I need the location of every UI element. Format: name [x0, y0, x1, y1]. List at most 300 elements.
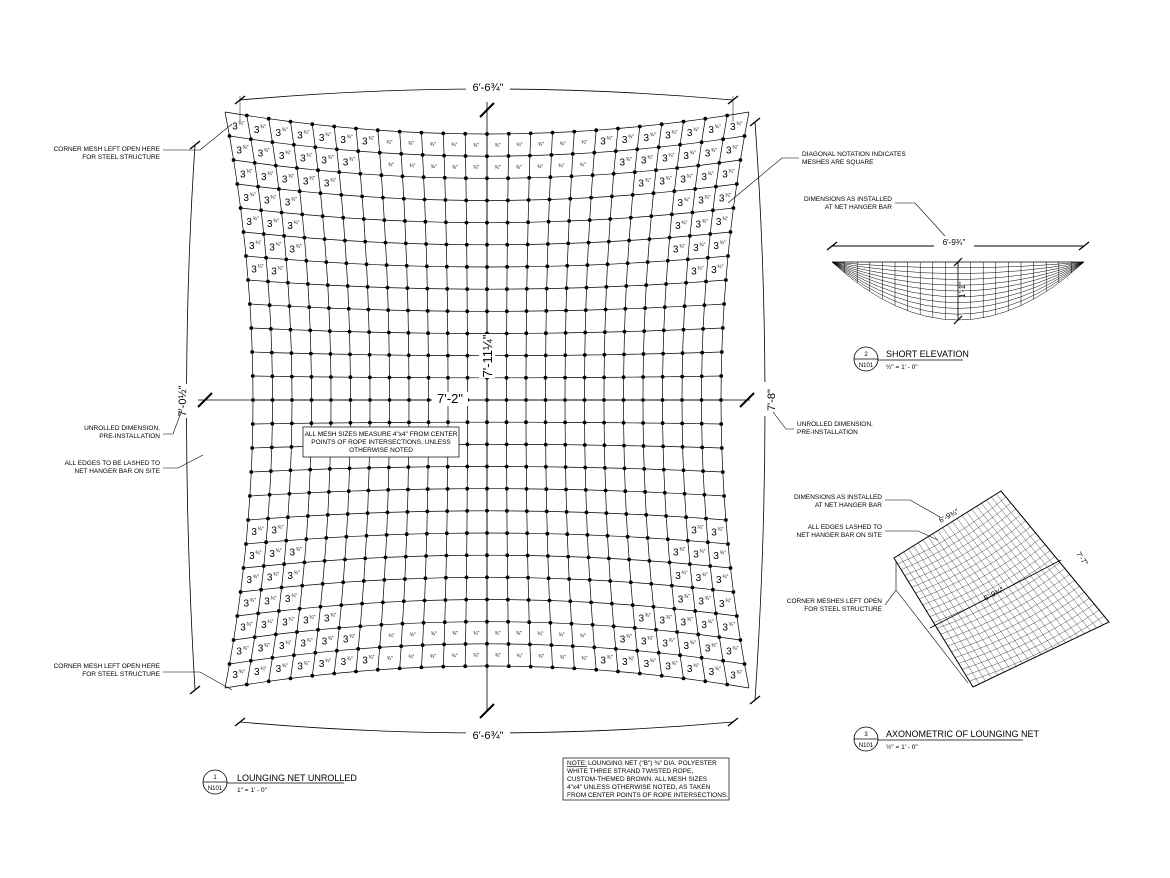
mesh-size-fraction: ¾"	[288, 173, 295, 180]
rope-knot	[627, 239, 631, 243]
mesh-size-fraction: ¾"	[285, 150, 292, 157]
mesh-size-fraction: ¾"	[668, 153, 675, 160]
rope-knot	[643, 306, 647, 310]
mesh-size-label-small: ¾"	[559, 654, 566, 661]
axon-dim-c: 7'-7"	[1074, 549, 1091, 568]
rope-knot	[368, 421, 372, 425]
rope-knot	[506, 221, 510, 225]
rope-knot	[245, 114, 249, 118]
rope-knot	[635, 147, 639, 151]
edges-lashed-line-2: NET HANGER BAR ON SITE	[796, 532, 882, 539]
rope-knot	[505, 332, 509, 336]
rope-knot	[568, 197, 572, 201]
mesh-size-label: 3	[698, 195, 704, 207]
rope-knot	[358, 624, 362, 628]
rope-knot	[719, 374, 723, 378]
mesh-size-fraction: ¾"	[644, 613, 651, 619]
rope-knot	[324, 260, 328, 264]
rope-knot	[652, 605, 656, 609]
rope-knot	[717, 635, 721, 639]
rope-knot	[304, 537, 308, 541]
dims-installed-2-leader	[885, 500, 940, 517]
rope-knot	[270, 422, 274, 426]
rope-knot	[300, 213, 304, 217]
rope-knot	[701, 327, 705, 331]
mesh-size-fraction: ¾"	[625, 157, 632, 164]
rope-knot	[308, 468, 312, 472]
rope-knot	[290, 375, 294, 379]
mesh-size-fraction: ¾"	[686, 617, 693, 624]
mesh-size-fraction: ¾"	[285, 640, 292, 647]
mesh-size-label-small: ¾"	[558, 632, 565, 639]
mesh-size-label: 3	[621, 134, 628, 146]
mesh-size-fraction: ¾"	[665, 614, 672, 621]
rope-knot	[327, 306, 331, 310]
rope-knot	[614, 647, 618, 651]
rope-knot	[565, 264, 569, 268]
rope-knot	[724, 518, 728, 522]
rope-knot	[622, 353, 626, 357]
rope-knot	[445, 287, 449, 291]
general-note-line-3: CUSTOM-THEMED BROWN. ALL MESH SIZES	[567, 776, 708, 783]
mesh-size-label: 3	[269, 242, 275, 254]
mesh-size-label: 3	[695, 219, 702, 231]
rope-knot	[607, 240, 611, 244]
rope-knot	[384, 241, 388, 245]
mesh-size-label: 3	[282, 617, 288, 629]
mesh-size-label: 3	[726, 646, 732, 658]
mesh-size-fraction: ¾"	[349, 157, 355, 163]
mesh-size-label: 3	[302, 176, 309, 188]
rope-knot	[670, 584, 674, 588]
rope-knot	[588, 578, 592, 582]
rope-knot	[380, 173, 384, 177]
rope-knot	[680, 422, 684, 426]
rope-knot	[666, 537, 670, 541]
rope-knot	[399, 152, 403, 156]
mesh-size-label: 3	[266, 572, 273, 584]
mesh-size-label: 3	[281, 174, 288, 186]
mesh-size-label: 3	[673, 547, 679, 559]
rope-knot	[607, 557, 611, 561]
mesh-size-label: 3	[232, 670, 238, 682]
rope-knot	[725, 683, 729, 687]
rope-knot	[399, 644, 403, 648]
rope-knot	[464, 154, 468, 158]
mesh-size-fraction: ¾"	[689, 150, 696, 157]
rope-knot	[463, 664, 467, 668]
rope-knot	[290, 422, 294, 426]
rope-knot	[524, 354, 528, 358]
rope-knot	[649, 582, 653, 586]
mesh-size-fraction: ¾"	[701, 572, 708, 579]
rope-knot	[298, 607, 302, 611]
rope-knot	[270, 351, 274, 355]
mesh-size-label: 3	[297, 130, 303, 142]
elevation-title: SHORT ELEVATION	[886, 349, 969, 359]
mesh-size-label: 3	[716, 575, 722, 586]
mesh-size-label-small: ¾"	[452, 631, 459, 638]
rope-knot	[341, 216, 345, 220]
rope-knot	[274, 164, 278, 168]
mesh-size-label: 3	[340, 134, 346, 146]
rope-knot	[465, 509, 469, 513]
rope-knot	[662, 468, 666, 472]
rope-knot	[682, 120, 686, 124]
dims-installed-1-line-1: DIMENSIONS AS INSTALLED	[803, 196, 892, 203]
rope-knot	[341, 580, 345, 584]
rope-knot	[298, 189, 302, 193]
mesh-size-label: 3	[683, 640, 690, 652]
rope-knot	[605, 511, 609, 515]
mesh-size-label: 3	[622, 657, 628, 669]
rope-knot	[292, 653, 296, 657]
rope-knot	[466, 376, 470, 380]
rope-knot	[649, 214, 653, 218]
mesh-size-fraction: ¾"	[291, 593, 298, 600]
rope-knot	[332, 125, 336, 129]
rope-knot	[721, 137, 725, 141]
rope-knot	[525, 531, 529, 535]
mesh-size-fraction: ¾"	[263, 147, 270, 154]
rope-knot	[642, 329, 646, 333]
rope-knot	[239, 206, 243, 210]
mesh-size-label-small: ¾"	[494, 653, 501, 659]
rope-knot	[641, 421, 645, 425]
rope-knot	[421, 153, 425, 157]
rope-knot	[729, 230, 733, 234]
rope-knot	[592, 151, 596, 155]
rope-knot	[583, 353, 587, 357]
rope-knot	[264, 540, 268, 544]
edges-left-leader	[163, 455, 203, 468]
rope-knot	[722, 494, 726, 498]
rope-knot	[505, 420, 509, 424]
rope-knot	[228, 134, 232, 138]
rope-knot	[422, 175, 426, 179]
mesh-size-fraction: ¾"	[725, 192, 732, 199]
rope-knot	[323, 237, 327, 241]
dim-top-text: 6'-6¾"	[472, 82, 504, 94]
mesh-size-note-line-2: POINTS OF ROPE INTERSECTIONS, UNLESS	[311, 439, 451, 446]
rope-knot	[544, 465, 548, 469]
elevation-tag-sheet: N101	[858, 363, 874, 369]
rope-knot	[228, 662, 232, 666]
mesh-size-label-small: ¾"	[516, 142, 523, 149]
rope-knot	[603, 466, 607, 470]
mesh-size-label-small: ¾"	[408, 141, 415, 148]
rope-knot	[446, 487, 450, 491]
rope-knot	[386, 308, 390, 312]
rope-knot	[544, 487, 548, 491]
rope-knot	[743, 662, 747, 666]
rope-knot	[290, 351, 294, 355]
mesh-size-label-small: ¾"	[581, 140, 588, 147]
rope-knot	[608, 217, 612, 221]
rope-knot	[327, 490, 331, 494]
rope-knot	[335, 147, 339, 151]
mesh-size-label-small: ¾"	[473, 653, 480, 659]
rope-knot	[729, 566, 733, 570]
rope-knot	[571, 644, 575, 648]
rope-knot	[708, 232, 712, 236]
mesh-size-label-small: ¾"	[515, 164, 522, 171]
mesh-size-fraction: ¾"	[693, 663, 700, 670]
axon-dim-b: 6'-9¾"	[982, 584, 1006, 603]
rope-knot	[404, 555, 408, 559]
rope-knot	[401, 622, 405, 626]
mesh-size-label: 3	[619, 634, 626, 646]
rope-knot	[360, 602, 364, 606]
rope-knot	[612, 172, 616, 176]
rope-knot	[424, 554, 428, 558]
mesh-size-label: 3	[711, 264, 717, 276]
rope-knot	[661, 421, 665, 425]
mesh-size-label: 3	[675, 571, 681, 582]
elevation-depth-dim: 1'-1"	[958, 282, 967, 298]
rope-knot	[445, 554, 449, 558]
rope-knot	[378, 151, 382, 155]
mesh-size-label-small: ¾"	[409, 163, 416, 170]
mesh-size-fraction: ¾"	[707, 619, 714, 626]
rope-knot	[570, 174, 574, 178]
mesh-size-fraction: ¾"	[699, 242, 706, 249]
dims-installed-1-leader	[895, 203, 945, 236]
rope-knot	[304, 259, 308, 263]
mesh-size-fraction: ¾"	[368, 136, 375, 143]
rope-knot	[443, 176, 447, 180]
unrolled-left-note-line-1: UNROLLED DIMENSION,	[84, 425, 160, 432]
rope-knot	[347, 489, 351, 493]
rope-knot	[505, 531, 509, 535]
rope-knot	[295, 166, 299, 170]
rope-knot	[425, 287, 429, 291]
rope-knot	[339, 193, 343, 197]
rope-knot	[565, 510, 569, 514]
mesh-size-label: 3	[321, 155, 327, 167]
mesh-size-label-small: ¾"	[386, 140, 393, 147]
rope-knot	[592, 645, 596, 649]
rope-knot	[610, 195, 614, 199]
rope-knot	[242, 230, 246, 234]
rope-knot	[360, 195, 364, 199]
rope-knot	[675, 166, 679, 170]
dims-installed-2-line-1: DIMENSIONS AS INSTALLED	[793, 494, 882, 501]
rope-knot	[387, 353, 391, 357]
rope-knot	[267, 117, 271, 121]
mesh-size-fraction: ¾"	[309, 614, 316, 621]
plan-scale: 1" = 1' - 0"	[237, 787, 267, 794]
rope-knot	[464, 642, 468, 646]
mesh-size-fraction: ¾"	[309, 176, 316, 183]
rope-knot	[566, 242, 570, 246]
rope-knot	[367, 308, 371, 312]
plan-title: LOUNGING NET UNROLLED	[237, 773, 357, 783]
rope-knot	[367, 466, 371, 470]
rope-knot	[269, 327, 273, 331]
rope-knot	[606, 534, 610, 538]
edges-left-note-line-1: ALL EDGES TO BE LASHED TO	[64, 460, 160, 467]
mesh-size-label: 3	[662, 153, 668, 165]
mesh-size-label: 3	[691, 266, 697, 278]
mesh-size-label: 3	[271, 266, 277, 278]
rope-knot	[420, 666, 424, 670]
mesh-size-fraction: ¾"	[649, 132, 656, 139]
mesh-size-label-small: ¾"	[537, 164, 544, 171]
rope-knot	[505, 309, 509, 313]
mesh-size-fraction: ¾"	[681, 570, 688, 577]
rope-knot	[604, 489, 608, 493]
rope-knot	[631, 603, 635, 607]
rope-knot	[376, 668, 380, 672]
rope-knot	[368, 353, 372, 357]
rope-knot	[310, 674, 314, 678]
mesh-size-label: 3	[246, 217, 252, 228]
rope-knot	[329, 421, 333, 425]
rope-knot	[627, 558, 631, 562]
mesh-size-label-small: ¾"	[538, 653, 545, 660]
rope-knot	[675, 630, 679, 634]
mesh-size-fraction: ¾"	[711, 148, 717, 154]
rope-knot	[406, 488, 410, 492]
unrolled-left-note-line-2: PRE-INSTALLATION	[99, 433, 160, 440]
elevation-scale: ½" = 1' - 0"	[886, 364, 918, 371]
rope-knot	[246, 278, 250, 282]
mesh-size-note-line-1: ALL MESH SIZES MEASURE 4"x4" FROM CENTER	[304, 431, 458, 438]
rope-knot	[277, 609, 281, 613]
corner-meshes-line-2: FOR STEEL STRUCTURE	[804, 606, 882, 613]
mesh-size-fraction: ¾"	[238, 121, 245, 128]
mesh-size-label: 3	[257, 643, 264, 655]
axon-scale: ½" = 1' - 0"	[886, 744, 918, 751]
mesh-size-label-small: ¾"	[473, 165, 480, 172]
mesh-size-label: 3	[287, 570, 293, 582]
rope-knot	[608, 579, 612, 583]
rope-knot	[381, 601, 385, 605]
mesh-size-fraction: ¾"	[671, 661, 678, 668]
mesh-size-label: 3	[677, 594, 684, 606]
dim-vertical-text: 7'-11¼"	[480, 334, 495, 378]
mesh-size-fraction: ¾"	[270, 595, 277, 602]
rope-knot	[602, 421, 606, 425]
rope-knot	[348, 467, 352, 471]
mesh-size-label: 3	[680, 617, 687, 629]
mesh-size-fraction: ¾"	[681, 220, 688, 227]
mesh-size-fraction: ¾"	[257, 526, 264, 533]
rope-knot	[246, 518, 250, 522]
rope-knot	[407, 421, 411, 425]
rope-knot	[253, 635, 257, 639]
rope-knot	[732, 590, 736, 594]
mesh-size-label: 3	[695, 572, 702, 584]
rope-knot	[661, 352, 665, 356]
rope-knot	[349, 421, 353, 425]
rope-knot	[589, 601, 593, 605]
rope-knot	[660, 674, 664, 678]
mesh-size-label: 3	[665, 130, 671, 142]
mesh-size-fraction: ¾"	[252, 574, 259, 581]
mesh-size-label: 3	[300, 638, 306, 650]
rope-knot	[526, 554, 530, 558]
mesh-size-label: 3	[686, 127, 693, 139]
mesh-size-label-small: ¾"	[409, 632, 416, 639]
mesh-size-fraction: ¾"	[707, 171, 714, 178]
rope-knot	[465, 287, 469, 291]
mesh-size-fraction: ¾"	[728, 169, 735, 175]
rope-knot	[589, 196, 593, 200]
mesh-size-label: 3	[254, 667, 260, 678]
rope-knot	[445, 531, 449, 535]
rope-knot	[386, 286, 390, 290]
mesh-size-fraction: ¾"	[689, 640, 696, 647]
mesh-size-label: 3	[659, 176, 665, 188]
rope-knot	[614, 149, 618, 153]
rope-knot	[465, 221, 469, 225]
rope-knot	[641, 375, 645, 379]
mesh-size-label-small: ¾"	[538, 142, 544, 149]
rope-knot	[348, 353, 352, 357]
mesh-size-fraction: ¾"	[288, 617, 295, 623]
rope-knot	[691, 586, 695, 590]
rope-knot	[367, 330, 371, 334]
axon-title-block	[854, 727, 1040, 751]
rope-knot	[441, 132, 445, 136]
rope-knot	[564, 465, 568, 469]
rope-knot	[548, 599, 552, 603]
mesh-size-label: 3	[318, 659, 325, 671]
rope-knot	[284, 258, 288, 262]
rope-knot	[563, 353, 567, 357]
mesh-size-label: 3	[691, 525, 697, 537]
rope-knot	[277, 187, 281, 191]
rope-knot	[591, 623, 595, 627]
mesh-size-label: 3	[641, 636, 647, 648]
rope-knot	[346, 512, 350, 516]
rope-knot	[545, 532, 549, 536]
rope-knot	[271, 140, 275, 144]
rope-knot	[547, 576, 551, 580]
rope-knot	[249, 137, 253, 141]
rope-knot	[743, 134, 747, 138]
general-note-line-4: 4"x4" UNLESS OTHERWISE NOTED, AS TAKEN	[567, 784, 711, 791]
plan-tag-number: 1	[213, 775, 217, 781]
mesh-size-label: 3	[246, 574, 253, 586]
rope-knot	[717, 161, 721, 165]
rope-knot	[525, 509, 529, 513]
mesh-size-label: 3	[722, 622, 728, 634]
rope-knot	[686, 258, 690, 262]
mesh-size-label-small: ¾"	[494, 630, 501, 637]
mesh-size-fraction: ¾"	[686, 174, 693, 180]
rope-knot	[711, 208, 715, 212]
rope-knot	[465, 531, 469, 535]
mesh-size-fraction: ¾"	[719, 550, 726, 557]
edges-left-note-line-2: NET HANGER BAR ON SITE	[74, 468, 160, 475]
mesh-size-fraction: ¾"	[306, 637, 313, 644]
rope-knot	[284, 539, 288, 543]
rope-knot	[644, 513, 648, 517]
rope-knot	[564, 331, 568, 335]
mesh-size-label-small: ¾"	[388, 633, 395, 640]
mesh-size-fraction: ¾"	[246, 168, 253, 175]
rope-knot	[721, 470, 725, 474]
mesh-size-label: 3	[704, 148, 711, 160]
mesh-size-fraction: ¾"	[671, 130, 678, 136]
rope-knot	[505, 287, 509, 291]
rope-knot	[232, 638, 236, 642]
rope-knot	[427, 420, 431, 424]
axon-tag-sheet: N101	[858, 743, 874, 749]
